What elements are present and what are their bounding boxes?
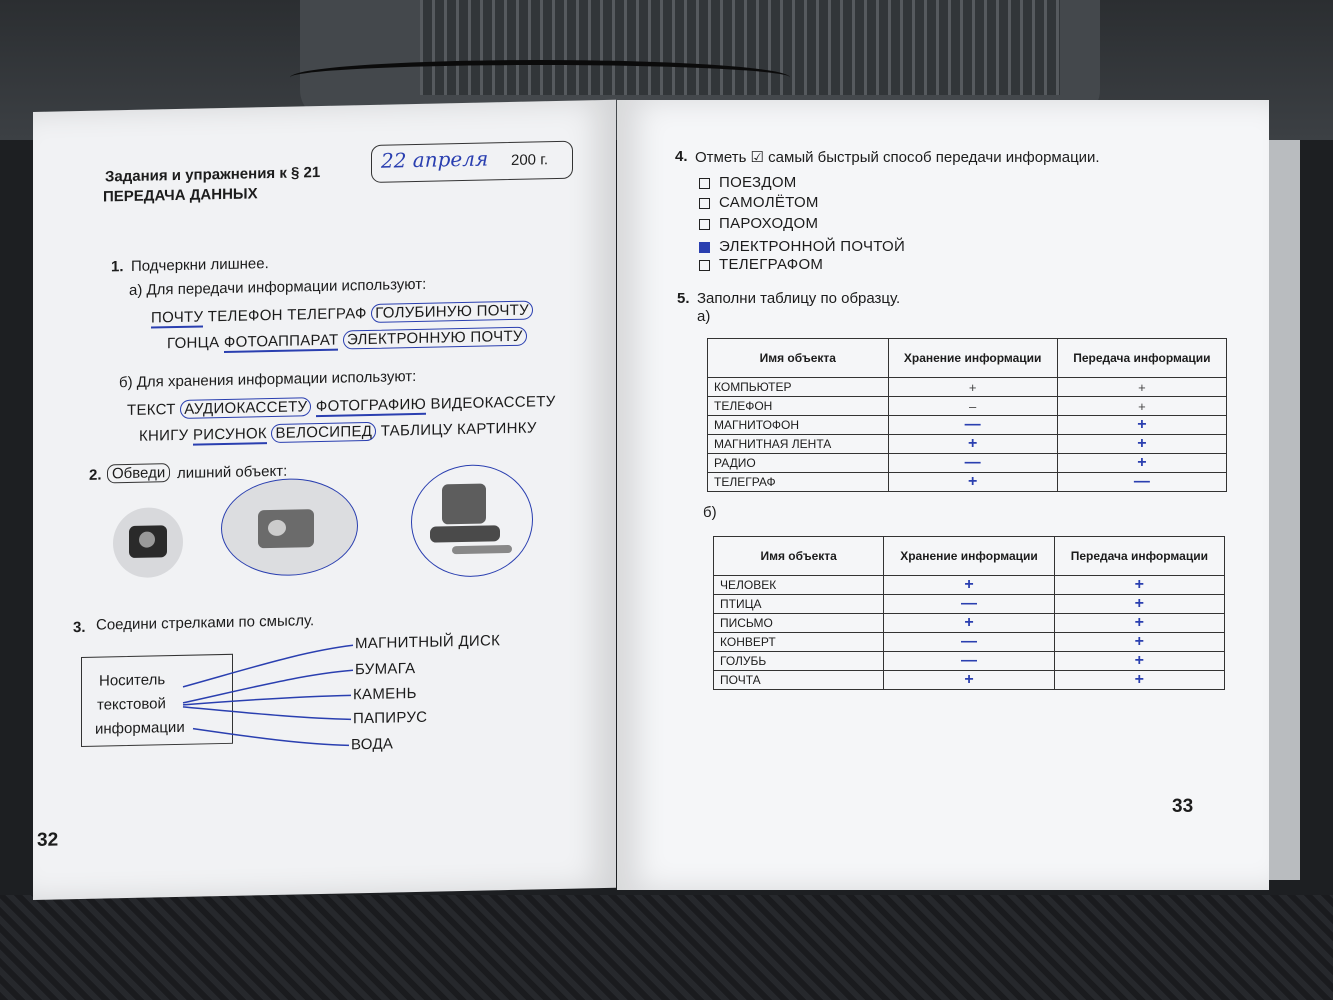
task3-title: Соедини стрелками по смыслу. [96,612,315,634]
object-name-cell: ПИСЬМО [714,614,884,633]
storage-mark-cell: — [888,454,1057,473]
object-name-cell: ТЕЛЕФОН [708,397,889,416]
storage-mark-cell: + [884,576,1054,595]
label-a: а) [697,308,711,325]
word-golubinuyu: ГОЛУБИНУЮ ПОЧТУ [371,301,533,323]
option-email-label: ЭЛЕКТРОННОЙ ПОЧТОЙ [719,238,906,255]
header-name-b: Имя объекта [714,537,884,576]
storage-mark-cell: + [888,473,1057,492]
table-row [708,378,1227,397]
transfer-mark-cell: + [1057,378,1226,397]
header-transfer: Передача информации [1057,339,1226,378]
storage-mark-cell: — [884,652,1054,671]
task3-number: 3. [73,618,86,637]
option-plane-label: САМОЛЁТОМ [719,194,819,211]
storage-mark-cell: — [884,633,1054,652]
option-water: ВОДА [351,735,394,754]
option-paper: БУМАГА [355,659,416,679]
transfer-mark-cell: + [1057,454,1226,473]
transfer-mark-cell: + [1057,435,1226,454]
task2-word: Обведи [107,463,170,483]
date-handwritten: 22 апреля [381,146,489,173]
table-b [713,536,1225,690]
page-number-left: 32 [37,829,59,851]
section-header: Задания и упражнения к § 21 [105,163,321,186]
word-fotografiyu: ФОТОГРАФИЮ [315,395,427,416]
option-ship [699,215,818,232]
transfer-mark-cell: + [1054,633,1224,652]
object-name-cell: КОМПЬЮТЕР [708,378,889,397]
object-name-cell: ПОЧТА [714,671,884,690]
page-number-right: 33 [1172,796,1194,817]
table-row [708,397,1227,416]
table-row [714,652,1225,671]
table-row [714,595,1225,614]
transfer-mark-cell: + [1054,595,1224,614]
right-page [617,100,1269,890]
storage-mark-cell: — [888,416,1057,435]
table-row [714,614,1225,633]
cable [290,60,790,95]
table-row [708,416,1227,435]
word-fotoapparat: ФОТОАППАРАТ [223,331,339,352]
header-storage-b: Хранение информации [884,537,1054,576]
option-telegraph [699,256,823,273]
table-row [708,473,1227,492]
word-risunok: РИСУНОК [192,425,267,444]
storage-mark-cell: – [888,397,1057,416]
transfer-mark-cell: + [1054,614,1224,633]
option-telegraph-label: ТЕЛЕГРАФОМ [719,256,824,273]
task1b-title: б) Для хранения информации используют: [119,367,417,392]
transfer-mark-cell: + [1054,652,1224,671]
object-name-cell: КОНВЕРТ [714,633,884,652]
transfer-mark-cell: + [1057,397,1226,416]
header-name: Имя объекта [708,339,889,378]
word-videokassetu: ВИДЕОКАССЕТУ [430,393,556,413]
transfer-mark-cell: + [1057,416,1226,435]
table-row [714,633,1225,652]
storage-mark-cell: + [884,671,1054,690]
storage-mark-cell: + [888,378,1057,397]
object-name-cell: РАДИО [708,454,889,473]
task2-number: 2. [89,466,102,484]
option-stone: КАМЕНЬ [353,684,417,704]
checkbox-email[interactable] [699,242,710,253]
transfer-mark-cell: + [1054,576,1224,595]
connecting-lines [33,100,616,900]
option-ship-label: ПАРОХОДОМ [719,215,819,232]
transfer-mark-cell: + [1054,671,1224,690]
word-telegraf: ТЕЛЕГРАФ [287,305,367,324]
box-line-2: текстовой [97,695,166,714]
option-papyrus: ПАПИРУС [353,708,428,728]
word-tablitsu: ТАБЛИЦУ [380,421,453,440]
object-name-cell: ГОЛУБЬ [714,652,884,671]
left-page [33,100,616,900]
word-velosiped: ВЕЛОСИПЕД [271,422,376,443]
object-name-cell: ПТИЦА [714,595,884,614]
word-gontsa: ГОНЦА [167,334,220,353]
task5-number: 5. [677,290,690,307]
date-year: 200 г. [511,151,549,169]
task5-title: Заполни таблицу по образцу. [697,290,901,307]
box-line-3: информации [95,718,185,738]
section-subheader: ПЕРЕДАЧА ДАННЫХ [103,185,258,206]
table-row [714,576,1225,595]
table-a [707,338,1227,492]
carpet [0,895,1333,1000]
task4-number: 4. [675,148,688,165]
task1-title: Подчеркни лишнее. [131,255,269,275]
word-audiokassetu: АУДИОКАССЕТУ [180,397,311,419]
word-elektronnuyu: ЭЛЕКТРОННУЮ ПОЧТУ [343,327,527,350]
word-kartinku: КАРТИНКУ [457,419,537,439]
header-transfer-b: Передача информации [1054,537,1224,576]
table-row [708,454,1227,473]
option-plane [699,194,819,211]
option-magnetic-disk: МАГНИТНЫЙ ДИСК [355,632,501,653]
table-row [714,671,1225,690]
object-name-cell: ТЕЛЕГРАФ [708,473,889,492]
header-storage: Хранение информации [888,339,1057,378]
task2-title: лишний объект: [177,462,288,482]
option-email [699,238,905,255]
table-row [708,435,1227,454]
box-line-1: Носитель [99,671,166,690]
option-train-label: ПОЕЗДОМ [719,174,797,191]
checkbox-train[interactable] [699,178,710,189]
storage-mark-cell: — [884,595,1054,614]
task1a-title: а) Для передачи информации используют: [129,275,427,299]
label-b: б) [703,504,717,521]
word-knigu: КНИГУ [139,426,189,445]
word-telefon: ТЕЛЕФОН [207,306,283,326]
object-name-cell: МАГНИТОФОН [708,416,889,435]
option-train [699,174,797,191]
task4-title: Отметь ☑ самый быстрый способ передачи информации. [695,149,1100,166]
word-pochtu: ПОЧТУ [151,308,204,327]
word-tekst: ТЕКСТ [127,401,176,420]
checkbox-plane[interactable] [699,198,710,209]
storage-mark-cell: + [884,614,1054,633]
task1-number: 1. [111,258,124,276]
checkbox-ship[interactable] [699,219,710,230]
transfer-mark-cell: — [1057,473,1226,492]
object-name-cell: МАГНИТНАЯ ЛЕНТА [708,435,889,454]
storage-mark-cell: + [888,435,1057,454]
checkbox-telegraph[interactable] [699,260,710,271]
object-name-cell: ЧЕЛОВЕК [714,576,884,595]
